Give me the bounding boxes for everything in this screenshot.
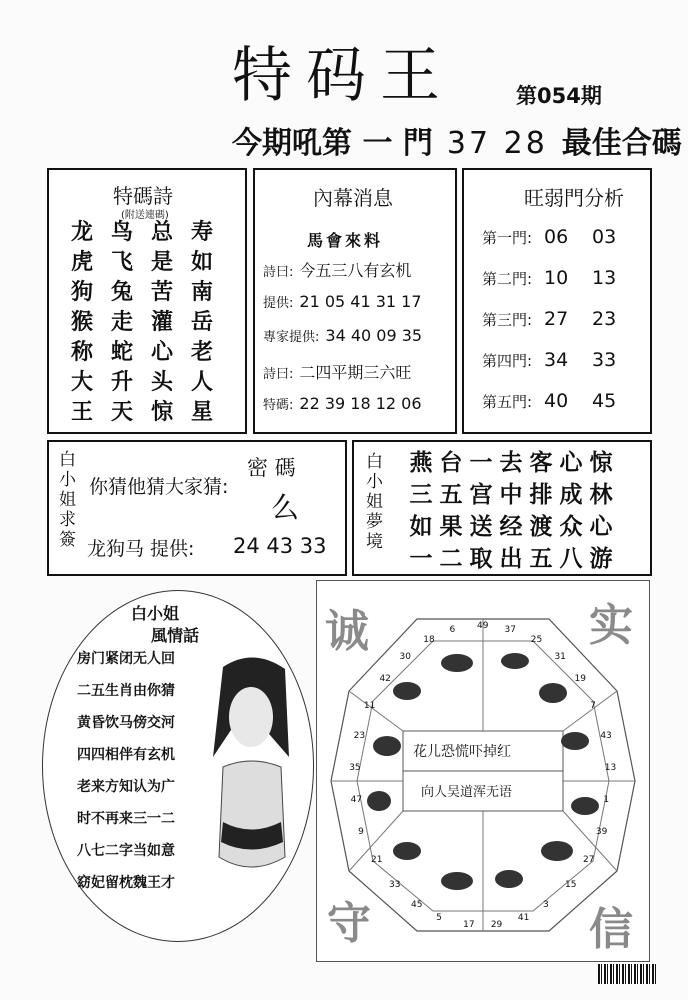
dream-char: 三 [409,481,433,508]
dream-grid [406,448,622,576]
analysis-row [482,390,640,412]
zodiac-number: 35 [349,762,361,773]
poem-char: 兔 [111,279,134,305]
miss-bai-line: 窈妃留枕魏王才 [77,875,175,891]
corner-char-1: 诚 [325,606,369,657]
miss-bai-title: 白小姐 [131,604,180,623]
headline-prefix: 今期吼第 一 門 [232,126,433,161]
analysis-number: 23 [592,308,617,330]
secret-label: 密 碼 [247,456,296,480]
poem-char: 寿 [191,219,214,245]
dream-char: 一 [409,545,433,572]
zodiac-number: 39 [595,826,608,837]
zodiac-wheel [317,581,649,961]
analysis-number: 45 [592,390,617,412]
dream-char: 出 [499,545,523,572]
poem-char: 王 [71,399,94,425]
zodiac-number: 23 [353,730,366,741]
dream-char: 一 [469,449,493,476]
zodiac-number: 25 [530,634,543,645]
inside-news-row [263,258,411,281]
page-title: 特码王 [232,41,454,111]
analysis-number: 40 [544,390,569,412]
miss-bai-line: 四四相伴有玄机 [77,747,175,763]
poem-char: 岳 [191,309,214,335]
miss-bai-line: 二五生肖由你猜 [77,683,175,699]
zodiac-number: 42 [379,673,391,684]
poem-box [47,168,247,434]
dream-char: 排 [529,481,553,508]
headline-suffix: 最佳合碼 [561,126,682,161]
inside-news-box [253,168,457,434]
poem-char: 如 [191,249,214,275]
poem-char: 虎 [71,249,94,275]
miss-bai-line: 黄昏饮马傍交河 [77,715,175,731]
analysis-box [462,168,652,434]
zodiac-number: 43 [600,730,612,741]
poem-char: 南 [191,279,214,305]
analysis-number: 03 [592,226,617,248]
secret-value: 么 [271,491,300,524]
poem-char: 老 [191,339,214,365]
analysis-label: 第一門: [482,229,533,247]
miss-bai-poem [77,643,175,899]
zodiac-center-line2: 向人吴道浑无语 [421,785,513,800]
dream-char: 果 [439,513,463,540]
zodiac-number: 5 [436,913,442,924]
inside-news-row [263,292,422,311]
poem-char: 星 [191,399,214,425]
provider-label: 龙狗马 提供: [87,538,195,560]
headline [232,118,682,162]
dream-char: 众 [559,513,583,540]
dream-char: 客 [529,449,553,476]
miss-bai-line: 老来方知认为广 [77,779,175,795]
zodiac-number: 11 [363,700,376,711]
inside-news-label: 詩曰: [263,367,294,382]
dream-char: 惊 [589,449,613,476]
zodiac-number: 33 [388,879,401,890]
dream-char: 宫 [469,481,493,508]
zodiac-number: 21 [371,855,383,866]
inside-news-value: 二四平期三六旺 [299,363,412,382]
dream-char: 五 [529,545,553,572]
inside-news-value: 今五三八有玄机 [299,261,412,280]
zodiac-number: 37 [504,624,516,635]
dream-char: 游 [589,545,613,572]
zodiac-number: 1 [603,795,610,806]
guess-box [47,440,347,576]
inside-news-row [263,394,422,413]
poem-char: 狗 [71,279,94,305]
inside-news-row [263,326,422,345]
dream-char: 林 [589,481,613,508]
issue-number: 第054期 [516,84,602,108]
zodiac-number: 49 [477,621,489,631]
zodiac-number: 45 [411,899,423,910]
analysis-row [482,226,640,248]
analysis-row [482,349,640,371]
zodiac-number: 31 [554,651,566,662]
miss-bai-oval [42,590,314,942]
analysis-row [482,267,640,289]
poem-char: 头 [151,369,174,395]
dream-char: 如 [409,513,433,540]
zodiac-number: 30 [399,651,411,662]
inside-news-value: 21 05 41 31 17 [299,292,422,311]
provider-value: 24 43 33 [233,534,327,558]
zodiac-number: 9 [358,826,364,837]
dream-char: 渡 [529,513,553,540]
miss-bai-line: 房门紧闭无人回 [77,651,175,667]
poem-char: 猴 [71,309,94,335]
poem-char: 升 [111,369,134,395]
analysis-number: 06 [544,226,569,248]
dream-char: 经 [499,513,523,540]
inside-news-label: 提供: [263,296,294,311]
zodiac-center-line1: 花儿恐慌吓掉红 [413,744,511,760]
poem-char: 大 [71,369,94,395]
analysis-number: 27 [544,308,569,330]
poem-box-title: 特碼詩 [113,184,173,208]
dream-char: 五 [439,481,463,508]
dream-char: 八 [559,545,583,572]
dream-char: 成 [559,481,583,508]
zodiac-number: 7 [590,700,596,711]
zodiac-number: 18 [423,634,435,645]
dream-side-label: 白小姐夢境 [366,452,383,552]
dream-char: 心 [589,513,613,540]
analysis-number: 10 [544,267,569,289]
miss-bai-line: 八七二字当如意 [77,843,175,859]
zodiac-number: 17 [463,920,475,931]
poem-char: 鸟 [111,219,134,245]
poem-char: 心 [151,339,174,365]
dream-char: 心 [559,449,583,476]
poem-box-subtitle: (附送連碼) [121,210,169,221]
analysis-number: 13 [592,267,617,289]
guess-side-label: 白小姐求簽 [59,450,76,550]
poem-char: 惊 [151,399,174,425]
barcode [598,964,656,984]
zodiac-number: 19 [574,673,586,684]
poem-char: 龙 [71,219,94,245]
headline-numbers: 37 28 [446,126,548,161]
analysis-label: 第三門: [482,311,533,329]
dream-char: 燕 [409,449,433,476]
guess-question: 你猜他猜大家猜: [89,476,229,498]
inside-news-value: 22 39 18 12 06 [299,394,422,413]
corner-char-3: 守 [327,898,371,949]
zodiac-panel [316,580,650,962]
inside-news-value: 34 40 09 35 [325,326,423,345]
dream-box [352,440,652,576]
poem-char: 蛇 [111,339,134,365]
dream-char: 台 [439,449,463,476]
corner-char-4: 信 [589,904,633,955]
miss-bai-line: 时不再来三一二 [77,811,175,827]
poem-char: 飞 [111,249,134,275]
poem-grid [71,219,231,425]
poem-char: 称 [71,339,94,365]
analysis-row [482,308,640,330]
dream-char: 去 [499,449,523,476]
zodiac-number: 6 [449,624,456,635]
analysis-number: 34 [544,349,569,371]
zodiac-number: 27 [582,855,595,866]
miss-bai-subtitle: 風情話 [151,626,200,645]
inside-news-label: 特碼: [263,398,294,413]
poem-char: 天 [111,399,134,425]
dream-char: 二 [439,545,463,572]
inside-news-label: 詩曰: [263,265,294,280]
zodiac-number: 47 [350,795,363,806]
zodiac-number: 29 [490,920,503,931]
inside-news-title: 內幕消息 [313,186,393,210]
zodiac-number: 41 [517,913,530,924]
dream-char: 送 [469,513,493,540]
zodiac-number: 15 [565,879,577,890]
poem-char: 苦 [151,279,174,305]
analysis-label: 第四門: [482,352,533,370]
woman-illustration [193,647,303,907]
zodiac-number: 3 [542,899,549,910]
poem-char: 总 [151,219,174,245]
dream-char: 取 [469,545,493,572]
corner-char-2: 实 [589,600,633,651]
analysis-label: 第二門: [482,270,533,288]
poem-char: 灌 [151,309,174,335]
poem-char: 走 [111,309,134,335]
inside-news-subtitle: 馬會來料 [307,231,384,250]
poem-char: 是 [151,249,174,275]
analysis-title: 旺弱門分析 [524,186,624,210]
poem-char: 人 [191,369,214,395]
analysis-number: 33 [592,349,617,371]
zodiac-number: 13 [604,762,617,773]
analysis-label: 第五門: [482,393,533,411]
inside-news-label: 專家提供: [263,330,320,345]
dream-char: 中 [499,481,523,508]
inside-news-row [263,360,411,383]
